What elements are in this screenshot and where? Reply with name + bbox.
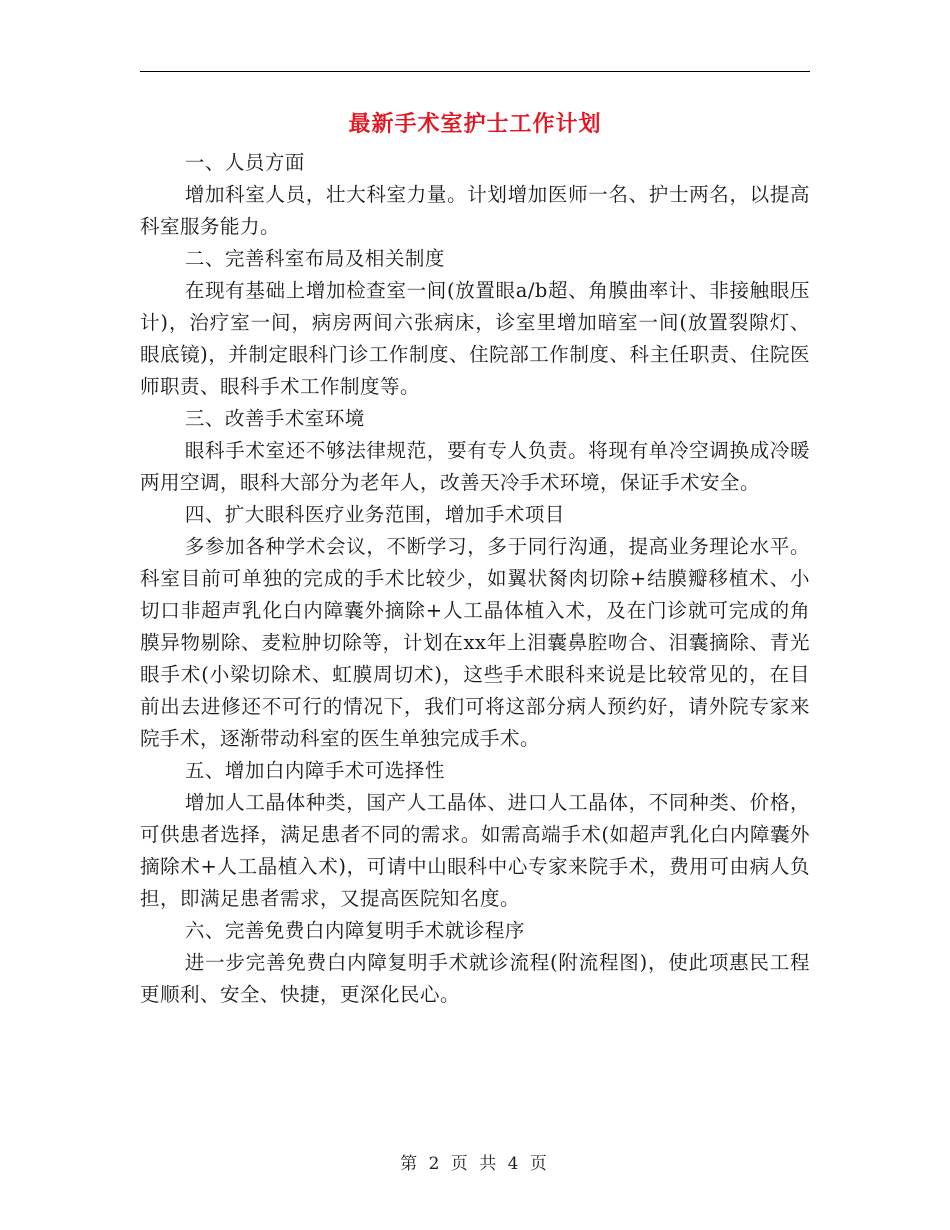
document-body bbox=[140, 147, 810, 1011]
body-paragraph-2: 在现有基础上增加检查室一间(放置眼a/b超、角膜曲率计、非接触眼压计)，治疗室一间，病房两间六张病床，诊室里增加暗室一间(放置裂隙灯、眼底镜)，并制定眼科门诊工作制度、住院部工作制度、科主任职责、住院医师职责、眼科手术工作制度等。 bbox=[140, 279, 810, 398]
body-paragraph-6: 进一步完善免费白内障复明手术就诊流程(附流程图)，使此项惠民工程更顺利、安全、快捷，更深化民心。 bbox=[140, 951, 810, 1006]
section-heading-3: 三、改善手术室环境 bbox=[184, 407, 365, 430]
section-heading-1: 一、人员方面 bbox=[184, 151, 305, 174]
document-title: 最新手术室护士工作计划 bbox=[348, 111, 602, 137]
page-number-footer: 第 2 页 共 4 页 bbox=[400, 1154, 550, 1174]
body-paragraph-4: 多参加各种学术会议，不断学习，多于同行沟通，提高业务理论水平。科室目前可单独的完成的手术比较少，如翼状胬肉切除+结膜瓣移植术、小切口非超声乳化白内障囊外摘除+人工晶体植入术，及在门诊就可完成的角膜异物剔除、麦粒肿切除等，计划在xx年上泪囊鼻腔吻合、泪囊摘除、青光眼手术(小梁切除术、虹膜周切术)，这些手术眼科来说是比较常见的，在目前出去进修还不可行的情况下，我们可将这部分病人预约好，请外院专家来院手术，逐渐带动科室的医生单独完成手术。 bbox=[140, 535, 810, 750]
section-heading-2: 二、完善科室布局及相关制度 bbox=[184, 247, 445, 270]
body-paragraph-1: 增加科室人员，壮大科室力量。计划增加医师一名、护士两名，以提高科室服务能力。 bbox=[140, 183, 810, 238]
section-heading-4: 四、扩大眼科医疗业务范围，增加手术项目 bbox=[184, 503, 565, 526]
section-heading-5: 五、增加白内障手术可选择性 bbox=[184, 759, 445, 782]
section-heading-6: 六、完善免费白内障复明手术就诊程序 bbox=[184, 919, 525, 942]
header-rule bbox=[140, 71, 810, 72]
body-paragraph-5: 增加人工晶体种类，国产人工晶体、进口人工晶体，不同种类、价格，可供患者选择，满足患者不同的需求。如需高端手术(如超声乳化白内障囊外摘除术+人工晶植入术)，可请中山眼科中心专家来院手术，费用可由病人负担，即满足患者需求，又提高医院知名度。 bbox=[140, 791, 810, 910]
body-paragraph-3: 眼科手术室还不够法律规范，要有专人负责。将现有单冷空调换成冷暖两用空调，眼科大部分为老年人，改善天冷手术环境，保证手术安全。 bbox=[140, 439, 810, 494]
